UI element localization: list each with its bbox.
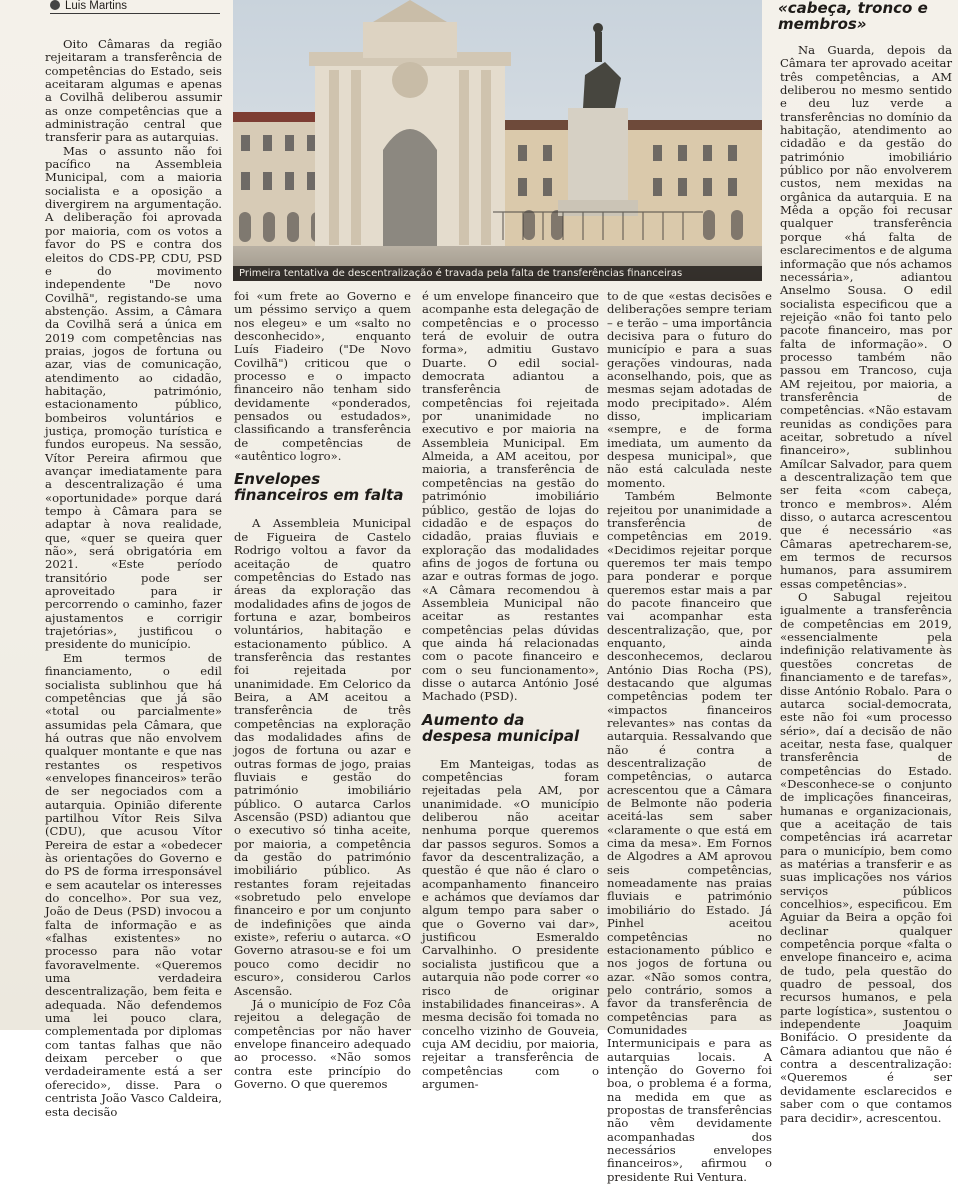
author-name: Luis Martins [65, 0, 127, 12]
article-column-5 [780, 43, 952, 1125]
byline-bullet-icon [50, 0, 60, 10]
paragraph: to de que «estas decisões e deliberações sempre teriam – e terão – uma importância decisiva para o futuro do município e para a suas gerações vindouras, nada aconselhando, pois, que as mesmas sejam adotadas de modo precipitado». Além disso, implicariam «sempre, e de forma imediata, um aumento da despesa municipal», que não está calculada neste momento. [607, 289, 772, 490]
article-column-1 [45, 37, 222, 1119]
section-heading-envelopes: Envelopes financeiros em falta [234, 470, 404, 505]
paragraph: foi «um frete ao Governo e um péssimo serviço a quem nos elegeu» e um «salto no desconhecido», enquanto Luís Fiadeiro ("De Novo Covilhã") criticou que o processo e o impacto financeiro não tenham sido devidamente «ponderados, pensados ou estudados», classificando a transferência de competências de «autêntico logro». [234, 289, 411, 464]
paragraph: Em termos de financiamento, o edil socialista sublinhou que há competências que já são «total ou parcialmente» assumidas pela Câmara, que há outras que não envolvem qualquer montante e que nas restantes os respetivos «envelopes financeiros» terão de ser negociados com a autarquia. Opinião diferente partilhou Vítor Reis Silva (CDU), que acusou Vítor Pereira de estar a «obedecer às orientações do Governo e do PS de forma irresponsável e sem acautelar os interesses do concelho». Por sua vez, João de Deus (PSD) invocou a falta de informação e as «falhas existentes» no processo para não votar favoravelmente. «Queremos uma verdadeira descentralização, bem feita e adequada. Não defendemos uma lei pouco clara, complementada por diplomas com tantas falhas que não deixam perceber o que verdadeiramente está a ser oferecido», disse. Para o centrista João Vasco Caldeira, esta decisão [45, 650, 222, 1119]
paragraph: Oito Câmaras da região rejeitaram a transferência de competências do Estado, seis aceitaram algumas e apenas a Covilhã deliberou assumir as onze competências que a administração central que transferir para as autarquias. [45, 37, 222, 145]
paragraph: Também Belmonte rejeitou por unanimidade a transferência de competências em 2019. «Decidimos rejeitar porque queremos ter mais tempo para ponderar e porque queremos estar mais a par do pacote financeiro que vai acompanhar esta descentralização, que, por enquanto, ainda desconhecemos, declarou António Dias Rocha (PS), destacando que algumas competências podem ter «impactos financeiros relevantes» nas contas da autarquia. Ressalvando que não é contra a descentralização de competências, o autarca acrescentou que a Câmara de Belmonte não poderia aceitá-las sem saber «claramente o que está em cima da mesa». Em Fornos de Algodres a AM aprovou seis competências, nomeadamente nas praias fluviais e património imobiliário do Estado. Já Pinhel aceitou competências no estacionamento público e nos jogos de fortuna ou azar. «Não somos contra, pelo contrário, somos a favor da transferência de competências para as Comunidades Intermunicipais e para as autarquias locais. A intenção do Governo foi boa, o problema é a forma, na medida em que as propostas de transferências não vêm devidamente acompanhadas dos necessários envelopes financeiros», afirmou o presidente Rui Ventura. [607, 489, 772, 1184]
photo-illustration [233, 0, 762, 281]
sidebar-heading-line1: «cabeça, tronco e [778, 0, 928, 17]
paragraph: é um envelope financeiro que acompanhe esta delegação de competências e o processo terá de evoluir de outra forma», admitiu Gustavo Duarte. O edil social-democrata adiantou a transferência de competências foi rejeitada por unanimidade no executivo e por maioria na Assembleia Municipal. Em Almeida, a AM aceitou, por maioria, a transferência de competências na gestão do património imobiliário público, gestão de lojas do cidadão e de espaços do cidadão, praias fluviais e exploração das modalidades afins de jogos de fortuna ou azar e outras formas de jogo. «A Câmara recomendou à Assembleia Municipal não aceitar as restantes competências pelas dúvidas que ainda há relacionadas com o pacote financeiro e com o seu funcionamento», disse o autarca António José Machado (PSD). [422, 289, 599, 704]
article-column-2 [234, 289, 411, 1091]
article-column-3 [422, 289, 599, 1091]
section-heading-aumento: Aumento da despesa municipal [422, 710, 580, 745]
paragraph: Em Manteigas, todas as competências foram rejeitadas pela AM, por unanimidade. «O município deliberou não aceitar nenhuma porque queremos dar passos seguros. Somos a favor da descentralização, a questão é que não é claro o acompanhamento financeiro e achámos que devíamos dar algum tempo para saber o que o Governo vai dar», justificou Esmeraldo Carvalhinho. O presidente socialista justificou que a autarquia não pode correr «o risco de originar instabilidades financeiras». A mesma decisão foi tomada no concelho vizinho de Gouveia, cuja AM decidiu, por maioria, rejeitar a transferência de competências com o argumen- [422, 756, 599, 1091]
paragraph: Mas o assunto não foi pacífico na Assembleia Municipal, com a maioria socialista e a oposição a divergirem na argumentação. A deliberação foi aprovada por maioria, com os votos a favor do PS e contra dos eleitos do CDS-PP, CDU, PSD e do movimento independente "De novo Covilhã", registando-se uma abstenção. Assim, a Câmara da Covilhã será a única em 2019 com competências nas praias, jogos de fortuna ou azar, vias de comunicação, atendimento ao cidadão, habitação, património, estacionamento público, bombeiros voluntários e justiça, promoção turística e fundos europeus. Na sessão, Vítor Pereira afirmou que avançar imediatamente para a descentralização é uma «oportunidade» porque dará tempo à Câmara para se adaptar à nova realidade, que, «quer se queira quer não», será obrigatória em 2021. «Este período transitório pode ser aproveitado para ir percorrendo o caminho, fazer ajustamentos e corrigir trajetórias», justificou o presidente do município. [45, 143, 222, 652]
paragraph: A Assembleia Municipal de Figueira de Castelo Rodrigo voltou a favor da aceitação de quatro competências do Estado nas áreas da exploração das modalidades afins de jogos de fortuna e azar, bombeiros voluntários, habitação e estacionamento público. A transferência das restantes foi rejeitada por unanimidade. Em Celorico da Beira, a AM aceitou a transferência de três competências na exploração das modalidades afins de jogos de fortuna ou azar e outras formas de jogo, praias fluviais e gestão do património imobiliário público. O autarca Carlos Ascensão (PSD) adiantou que o executivo só tinha aceite, por maioria, a competência da gestão do património imobiliário público. As restantes foram rejeitadas «sobretudo pelo envelope financeiro e por um conjunto de indefinições que ainda existe», referiu o autarca. «O Governo atrasou-se e foi um pouco como decidir no escuro», considerou Carlos Ascensão. [234, 516, 411, 998]
paragraph: Já o município de Foz Côa rejeitou a delegação de competências por não haver envelope financeiro adequado ao processo. «Não somos contra este princípio do Governo. O que queremos [234, 996, 411, 1091]
photo-caption: Primeira tentativa de descentralização é travada pela falta de transferências financeiras [233, 266, 762, 281]
article-column-4 [607, 289, 772, 1184]
sidebar-heading-block [778, 0, 952, 32]
article-photo [233, 0, 762, 281]
paragraph: O Sabugal rejeitou igualmente a transferência de competências em 2019, «essencialmente pela indefinição relativamente às questões concretas de financiamento e de tarefas», disse António Robalo. Para o autarca social-democrata, este não foi «um processo sério», daí a decisão de não aceitar, nesta fase, qualquer transferência de competências do Estado. «Desconhece-se o conjunto de implicações financeiras, humanas e organizacionais, que a aceitação de tais competências irá acarretar para o município, bem como as matérias a transferir e as suas implicações nos vários serviços públicos concelhios», especificou. Em Aguiar da Beira a opção foi declinar qualquer competência porque «falta o envelope financeiro e, acima de tudo, pela questão do quadro de pessoal, dos recursos humanos, e pela parte logística», sustentou o independente Joaquim Bonifácio. O presidente da Câmara adiantou que não é contra a descentralização: «Queremos é ser devidamente esclarecidos e saber com o que contamos para decidir», acrescentou. [780, 590, 952, 1125]
sidebar-heading-line2: membros» [778, 15, 867, 33]
byline [50, 0, 220, 14]
paragraph: Na Guarda, depois da Câmara ter aprovado aceitar três competências, a AM deliberou no mesmo sentido e deu luz verde a transferências no domínio da habitação, atendimento ao cidadão e da gestão do património imobiliário público por não envolverem custos, nem mexidas na orgânica da autarquia. E na Mêda a opção foi recusar qualquer transferência porque «há falta de esclarecimentos e de alguma informação que nós achamos necessária», adiantou Anselmo Sousa. O edil socialista especificou que a rejeição «não foi tanto pelo pacote financeiro, mas por falta de informação». O processo também não passou em Trancoso, cuja AM rejeitou, por maioria, a transferência de competências. «Não estavam reunidas as condições para aceitar, sobretudo a nível financeiro», sublinhou Amílcar Salvador, para quem a descentralização tem que ser feita «com cabeça, tronco e membros». Além disso, o autarca acrescentou que é necessário «as Câmaras apetrecharem-se, em termos de recursos humanos, para assumirem essas competências». [780, 43, 952, 591]
